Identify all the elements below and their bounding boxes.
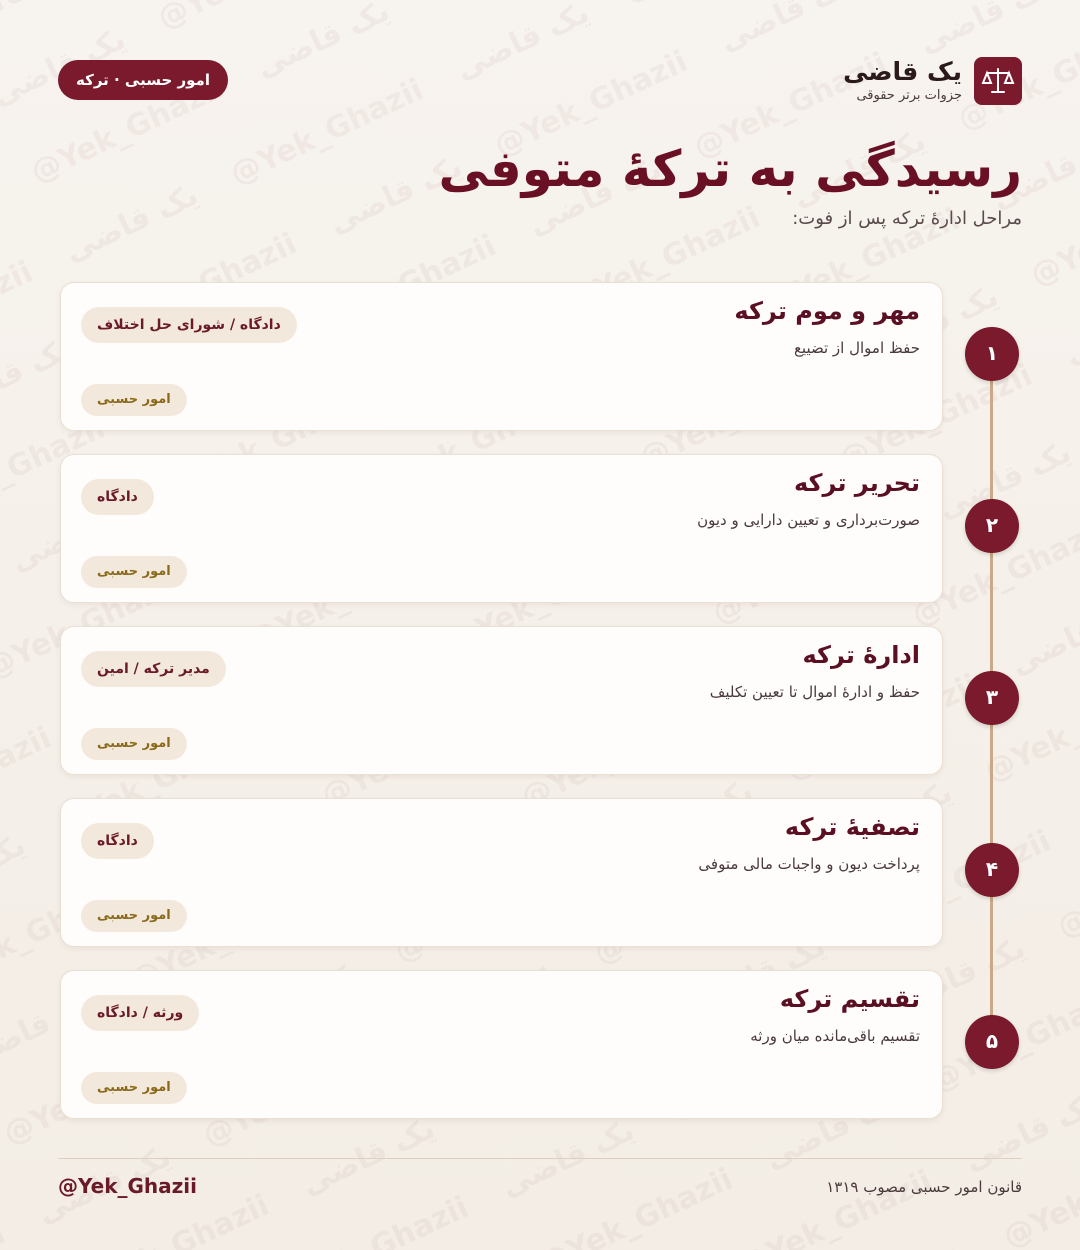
category-pill: امور حسبی [81, 384, 187, 416]
step-card [60, 282, 943, 431]
footer-divider [58, 1158, 1022, 1159]
step-title: مهر و موم ترکه [734, 297, 920, 325]
step-title: تصفیهٔ ترکه [784, 813, 920, 841]
step-description: حفظ اموال از تضییع [793, 339, 920, 357]
topic-badge: امور حسبی · ترکه [58, 60, 228, 100]
source-citation: قانون امور حسبی مصوب ۱۳۱۹ [826, 1178, 1022, 1196]
step-description: تقسیم باقی‌مانده میان ورثه [750, 1027, 920, 1045]
brand-tagline: جزوات برتر حقوقی [856, 88, 962, 103]
authority-pill: دادگاه [81, 823, 154, 859]
step-title: تحریر ترکه [794, 469, 920, 497]
authority-pill: ورثه / دادگاه [81, 995, 199, 1031]
step-number: ۵ [965, 1015, 1019, 1069]
step-title: ادارهٔ ترکه [802, 641, 920, 669]
category-pill: امور حسبی [81, 728, 187, 760]
page-title: رسیدگی به ترکهٔ متوفی [438, 140, 1022, 198]
authority-pill: دادگاه [81, 479, 154, 515]
brand [843, 56, 1022, 106]
step-number: ۴ [965, 843, 1019, 897]
authority-pill: مدیر ترکه / امین [81, 651, 226, 687]
category-pill: امور حسبی [81, 1072, 187, 1104]
step-number: ۳ [965, 671, 1019, 725]
step-title: تقسیم ترکه [779, 985, 920, 1013]
step-card [60, 626, 943, 775]
header [58, 56, 1022, 106]
social-handle: @Yek_Ghazii [58, 1174, 198, 1198]
page-subtitle: مراحل ادارهٔ ترکه پس از فوت: [792, 208, 1022, 229]
authority-pill: دادگاه / شورای حل اختلاف [81, 307, 297, 343]
category-pill: امور حسبی [81, 900, 187, 932]
step-number: ۲ [965, 499, 1019, 553]
scales-icon [974, 57, 1022, 105]
step-card [60, 454, 943, 603]
step-description: پرداخت دیون و واجبات مالی متوفی [698, 855, 920, 873]
brand-name: یک قاضی [843, 57, 962, 86]
category-pill: امور حسبی [81, 556, 187, 588]
step-description: صورت‌برداری و تعیین دارایی و دیون [697, 511, 920, 529]
step-card [60, 970, 943, 1119]
step-description: حفظ و ادارهٔ اموال تا تعیین تکلیف [709, 683, 920, 701]
step-number: ۱ [965, 327, 1019, 381]
step-card [60, 798, 943, 947]
